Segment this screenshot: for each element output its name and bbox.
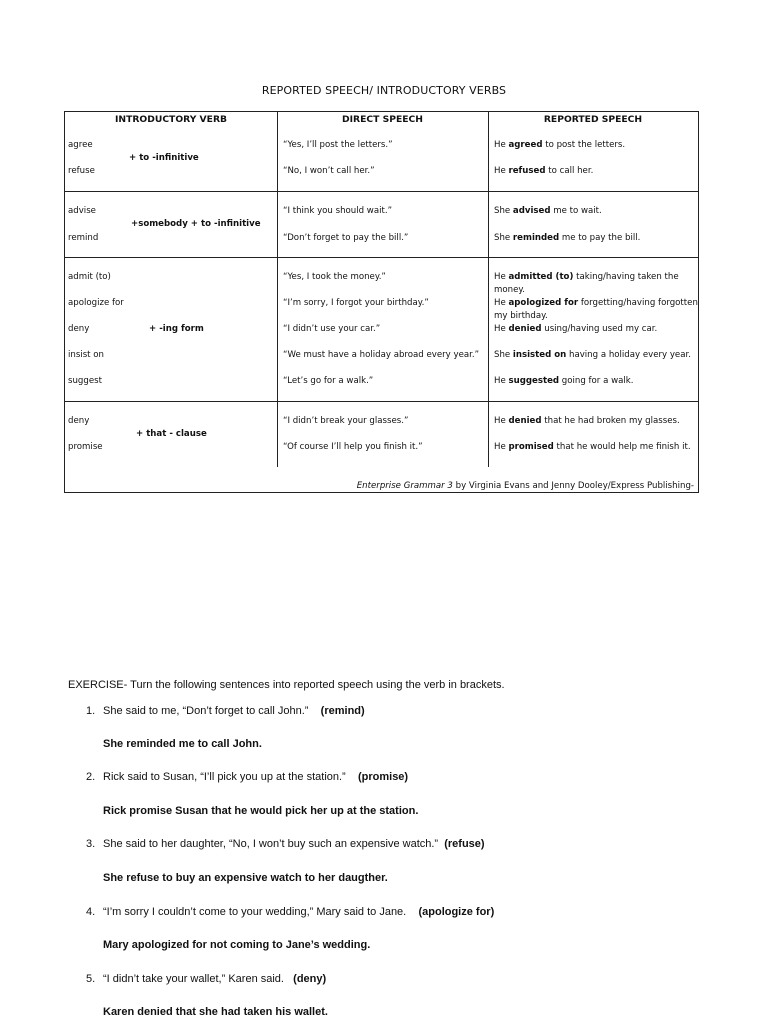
question-number: 3.	[86, 838, 96, 850]
column-divider	[488, 112, 489, 467]
direct-speech-cell: “Of course I’ll help you finish it.”	[283, 442, 423, 452]
reported-speech-cell: She advised me to wait.	[494, 206, 602, 216]
reported-speech-cell: He admitted (to) taking/having taken the	[494, 272, 679, 282]
column-divider	[277, 112, 278, 467]
row-divider	[65, 191, 698, 192]
source-credit: Enterprise Grammar 3 by Virginia Evans and Jenny Dooley/Express Publishing-	[356, 481, 694, 491]
reported-speech-cell: He denied using/having used my car.	[494, 324, 658, 334]
direct-speech-cell: “I didn’t break your glasses.”	[283, 416, 409, 426]
pattern-label: + -ing form	[149, 324, 204, 334]
question-verb: (promise)	[357, 771, 409, 783]
row-divider	[65, 401, 698, 402]
verb-cell: insist on	[68, 350, 104, 360]
verb-cell: deny	[68, 416, 90, 426]
direct-speech-cell: “Let’s go for a walk.”	[283, 376, 374, 386]
question-verb: (deny)	[293, 973, 327, 985]
reported-speech-cell-continued: my birthday.	[494, 311, 548, 321]
answer-text: She reminded me to call John.	[103, 738, 262, 750]
direct-speech-cell: “No, I won’t call her.”	[283, 166, 375, 176]
page-title: REPORTED SPEECH/ INTRODUCTORY VERBS	[261, 84, 507, 97]
question-verb: (refuse)	[444, 838, 485, 850]
header-introductory-verb: INTRODUCTORY VERB	[114, 114, 228, 125]
reported-speech-cell: He refused to call her.	[494, 166, 594, 176]
direct-speech-cell: “We must have a holiday abroad every year.”	[283, 350, 480, 360]
header-reported-speech: REPORTED SPEECH	[543, 114, 643, 125]
verb-cell: agree	[68, 140, 93, 150]
reported-speech-cell: He denied that he had broken my glasses.	[494, 416, 680, 426]
question-text: “I’m sorry I couldn’t come to your wedding,” Mary said to Jane. (apologize for)	[103, 906, 495, 918]
pattern-label: + that - clause	[136, 429, 207, 439]
verb-cell: refuse	[68, 166, 95, 176]
pattern-label: + to -infinitive	[129, 153, 199, 163]
direct-speech-cell: “Yes, I’ll post the letters.”	[283, 140, 393, 150]
question-text: “I didn’t take your wallet,” Karen said. (deny)	[103, 973, 327, 985]
direct-speech-cell: “I think you should wait.”	[283, 206, 393, 216]
question-number: 4.	[86, 906, 96, 918]
question-verb: (apologize for)	[418, 906, 495, 918]
reported-speech-cell: She insisted on having a holiday every year.	[494, 350, 691, 360]
verb-cell: suggest	[68, 376, 102, 386]
introductory-verbs-table	[64, 111, 699, 493]
reported-speech-cell: He apologized for forgetting/having forgotten	[494, 298, 698, 308]
question-text: She said to me, “Don’t forget to call John.” (remind)	[103, 705, 365, 717]
pattern-label: +somebody + to -infinitive	[131, 219, 261, 229]
reported-speech-cell: He promised that he would help me finish it.	[494, 442, 691, 452]
question-number: 2.	[86, 771, 96, 783]
verb-cell: remind	[68, 233, 99, 243]
exercise-title: EXERCISE- Turn the following sentences into reported speech using the verb in brackets.	[68, 679, 505, 691]
reported-speech-cell: He suggested going for a walk.	[494, 376, 634, 386]
answer-text: She refuse to buy an expensive watch to her daugther.	[103, 872, 388, 884]
reported-speech-cell: He agreed to post the letters.	[494, 140, 626, 150]
row-divider	[65, 257, 698, 258]
question-verb: (remind)	[320, 705, 365, 717]
verb-cell: admit (to)	[68, 272, 111, 282]
direct-speech-cell: “Don’t forget to pay the bill.”	[283, 233, 409, 243]
verb-cell: advise	[68, 206, 96, 216]
header-direct-speech: DIRECT SPEECH	[342, 114, 423, 125]
reported-speech-cell-continued: money.	[494, 285, 525, 295]
verb-cell: promise	[68, 442, 103, 452]
reported-speech-cell: She reminded me to pay the bill.	[494, 233, 641, 243]
verb-cell: deny	[68, 324, 90, 334]
answer-text: Rick promise Susan that he would pick her up at the station.	[103, 805, 419, 817]
direct-speech-cell: “I didn’t use your car.”	[283, 324, 381, 334]
verb-cell: apologize for	[68, 298, 124, 308]
question-number: 1.	[86, 705, 96, 717]
question-number: 5.	[86, 973, 96, 985]
question-text: She said to her daughter, “No, I won’t buy such an expensive watch.” (refuse)	[103, 838, 485, 850]
direct-speech-cell: “I’m sorry, I forgot your birthday.”	[283, 298, 429, 308]
answer-text: Karen denied that she had taken his wallet.	[103, 1006, 328, 1018]
answer-text: Mary apologized for not coming to Jane’s wedding.	[103, 939, 371, 951]
direct-speech-cell: “Yes, I took the money.”	[283, 272, 386, 282]
question-text: Rick said to Susan, “I’ll pick you up at the station.” (promise)	[103, 771, 409, 783]
